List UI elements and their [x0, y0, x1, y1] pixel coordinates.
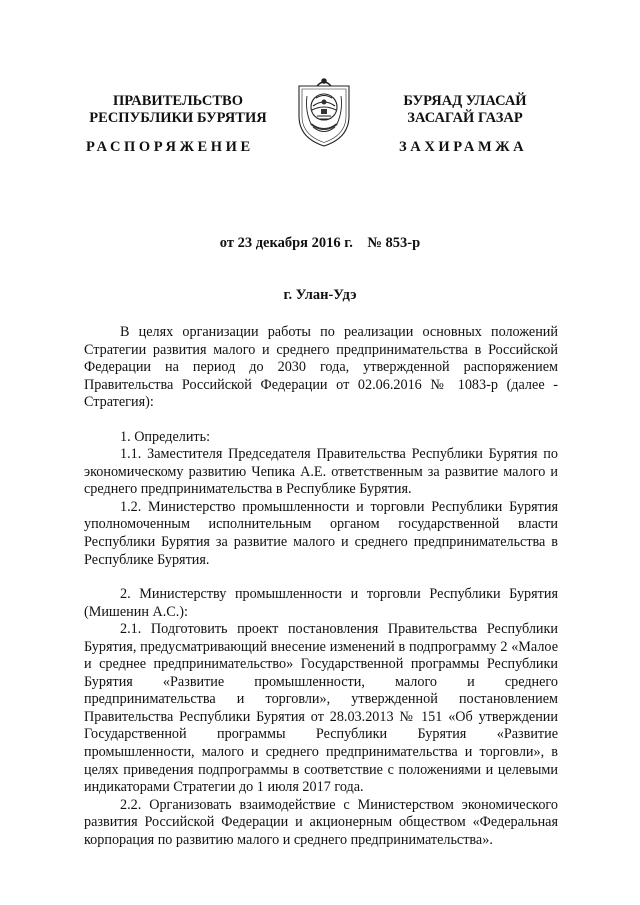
- issuer-name-ru-line1: ПРАВИТЕЛЬСТВО: [113, 93, 243, 109]
- issuer-name-bua-line1: БУРЯАД УЛАСАЙ: [403, 93, 527, 109]
- city: г. Улан-Удэ: [283, 287, 357, 303]
- paragraph-item-1-1: 1.1. Заместителя Председателя Правительства Республики Бурятия по экономическому развитию Чепика А.Е. ответственным за развитие малого и среднего предпринимательства в Республике Бурятия.: [84, 446, 558, 498]
- paragraph-item-2-1: 2.1. Подготовить проект постановления Правительства Республики Бурятия, предусматривающий внесение изменений в подпрограмму 2 «Малое и среднее предпринимательство» Государственной программы Республики Бурятия «Развитие промышленности, малого и среднего предпринимательства и торговли», утвержденной постановлением Правительства Республики Бурятия от 28.03.2013 № 151 «Об утверждении Государственной программы Республики Бурятия «Развитие промышленности, малого и среднего предпринимательства и торговли», в целях приведения подпрограммы в соответствие с положениями и целевыми индикаторами Стратегии до 1 июля 2017 года.: [84, 621, 558, 796]
- issuer-name-bua-line2: ЗАСАГАЙ ГАЗАР: [407, 110, 523, 126]
- paragraph-item-2: 2. Министерству промышленности и торговли Республики Бурятия (Мишенин А.С.):: [84, 586, 558, 620]
- paragraph-item-2-2: 2.2. Организовать взаимодействие с Министерством экономического развития Российской Федерации и акционерным обществом «Федеральная корпорация по развитию малого и среднего предпринимательства».: [84, 796, 558, 848]
- doc-type-bua: ЗАХИРАМЖА: [399, 139, 528, 155]
- paragraph-item-1-2: 1.2. Министерство промышленности и торговли Республики Бурятия уполномоченным исполнительным органом государственной власти Республики Бурятия за развитие малого и среднего предпринимательства в Республике Бурятия.: [84, 498, 558, 568]
- issuer-name-ru-line2: РЕСПУБЛИКИ БУРЯТИЯ: [89, 110, 267, 126]
- issuer-name-bua: [370, 93, 560, 127]
- paragraph-preamble: В целях организации работы по реализации основных положений Стратегии развития малого и среднего предпринимательства в Российской Федерации на период до 2030 года, утвержденной распоряжением Правительства Российской Федерации от 02.06.2016 № 1083-р (далее - Стратегия):: [84, 324, 558, 411]
- date-and-number: от 23 декабря 2016 г. № 853-р: [219, 235, 421, 251]
- doc-type-ru: РАСПОРЯЖЕНИЕ: [86, 139, 254, 155]
- issuer-name-ru: [78, 93, 278, 127]
- document-body: [84, 324, 558, 849]
- coat-of-arms-icon: [295, 76, 353, 148]
- paragraph-item-1: 1. Определить:: [120, 428, 211, 445]
